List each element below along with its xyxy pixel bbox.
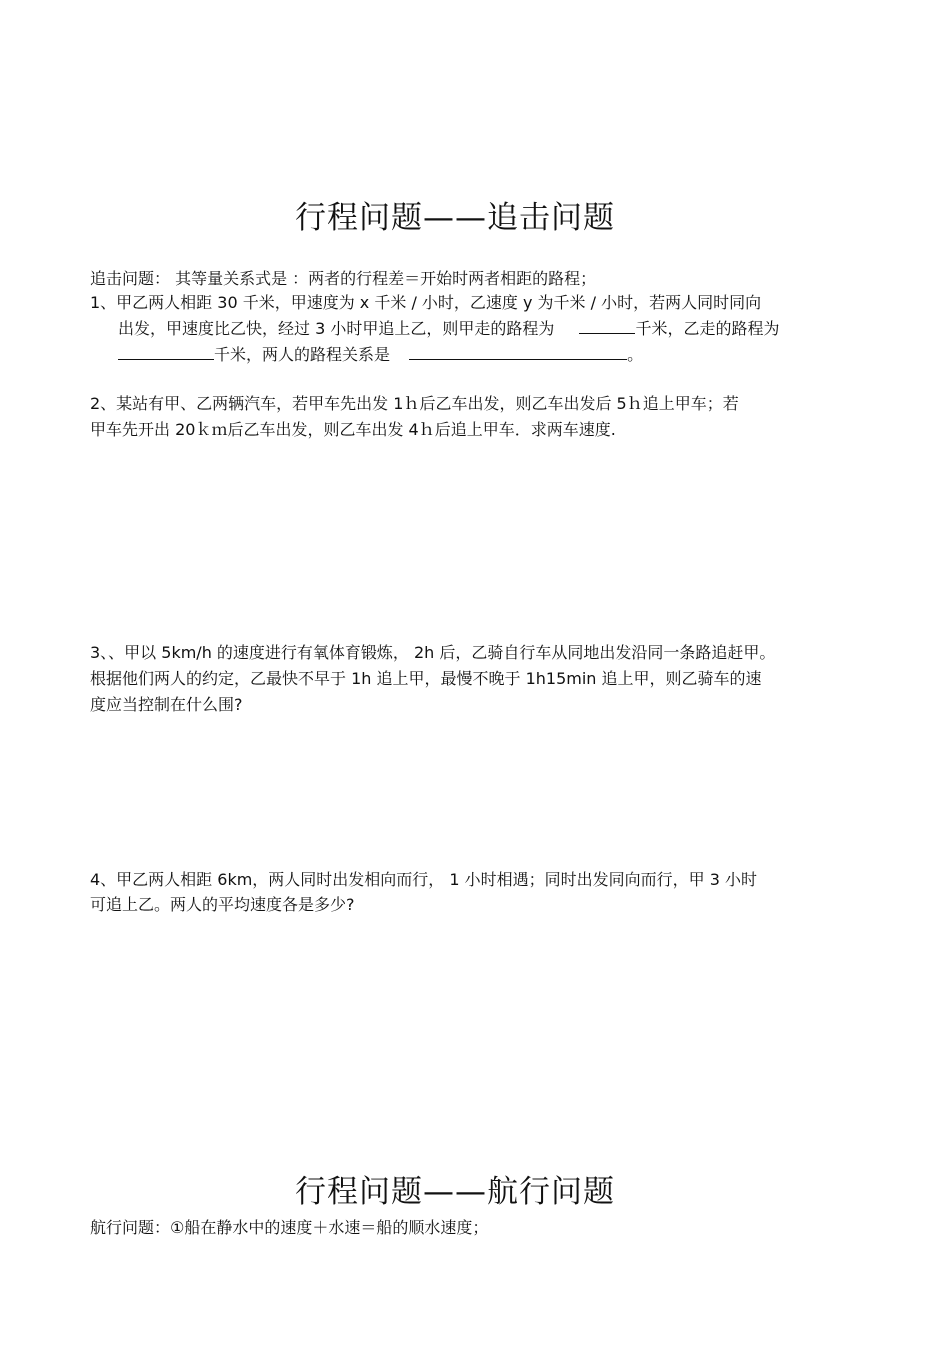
question-4-line-2: 可追上乙。两人的平均速度各是多少? xyxy=(90,895,355,914)
question-1-line-1: 1、甲乙两人相距 30 千米，甲速度为 x 千米 / 小时，乙速度 y 为千米 / 小时，若两人同时同向 xyxy=(90,293,762,312)
question-2-line-2: 甲车先开出 20ｋｍ后乙车出发，则乙车出发 4ｈ后追上甲车．求两车速度. xyxy=(90,420,616,439)
section-title-navigation: 行程问题——航行问题 xyxy=(295,1174,615,1210)
pursuit-intro: 追击问题： 其等量关系式是 ：两者的行程差＝开始时两者相距的路程； xyxy=(90,269,597,288)
answer-blank-distance-b[interactable] xyxy=(118,345,214,360)
answer-blank-relation[interactable] xyxy=(409,345,627,360)
answer-blank-distance-a[interactable] xyxy=(579,319,635,334)
question-1-line-2 xyxy=(118,318,779,340)
question-3-line-2: 根据他们两人的约定，乙最快不早于 1h 追上甲，最慢不晚于 1h15min 追上甲，则乙骑车的速 xyxy=(90,669,762,688)
question-1-line-3-end: 。 xyxy=(627,345,644,364)
question-3-line-3: 度应当控制在什么围? xyxy=(90,695,243,714)
question-4-line-1: 4、甲乙两人相距 6km，两人同时出发相向而行， 1 小时相遇；同时出发同向而行，甲 3 小时 xyxy=(90,870,758,889)
question-3-line-1: 3、、甲以 5km/h 的速度进行有氧体育锻炼， 2h 后，乙骑自行车从同地出发沿同一条路追赶甲。 xyxy=(90,643,776,662)
navigation-intro: 航行问题：①船在静水中的速度＋水速＝船的顺水速度； xyxy=(90,1218,489,1237)
question-1-line-2-text: 出发，甲速度比乙快，经过 3 小时甲追上乙，则甲走的路程为 xyxy=(118,319,555,338)
question-2-line-1: 2、某站有甲、乙两辆汽车，若甲车先出发 1ｈ后乙车出发，则乙车出发后 5ｈ追上甲车；若 xyxy=(90,394,739,413)
question-1-line-3-text: 千米，两人的路程关系是 xyxy=(214,345,391,364)
question-1-line-3 xyxy=(118,344,643,366)
section-title-pursuit: 行程问题——追击问题 xyxy=(295,200,615,236)
question-1-line-2-tail: 千米，乙走的路程为 xyxy=(635,319,780,338)
